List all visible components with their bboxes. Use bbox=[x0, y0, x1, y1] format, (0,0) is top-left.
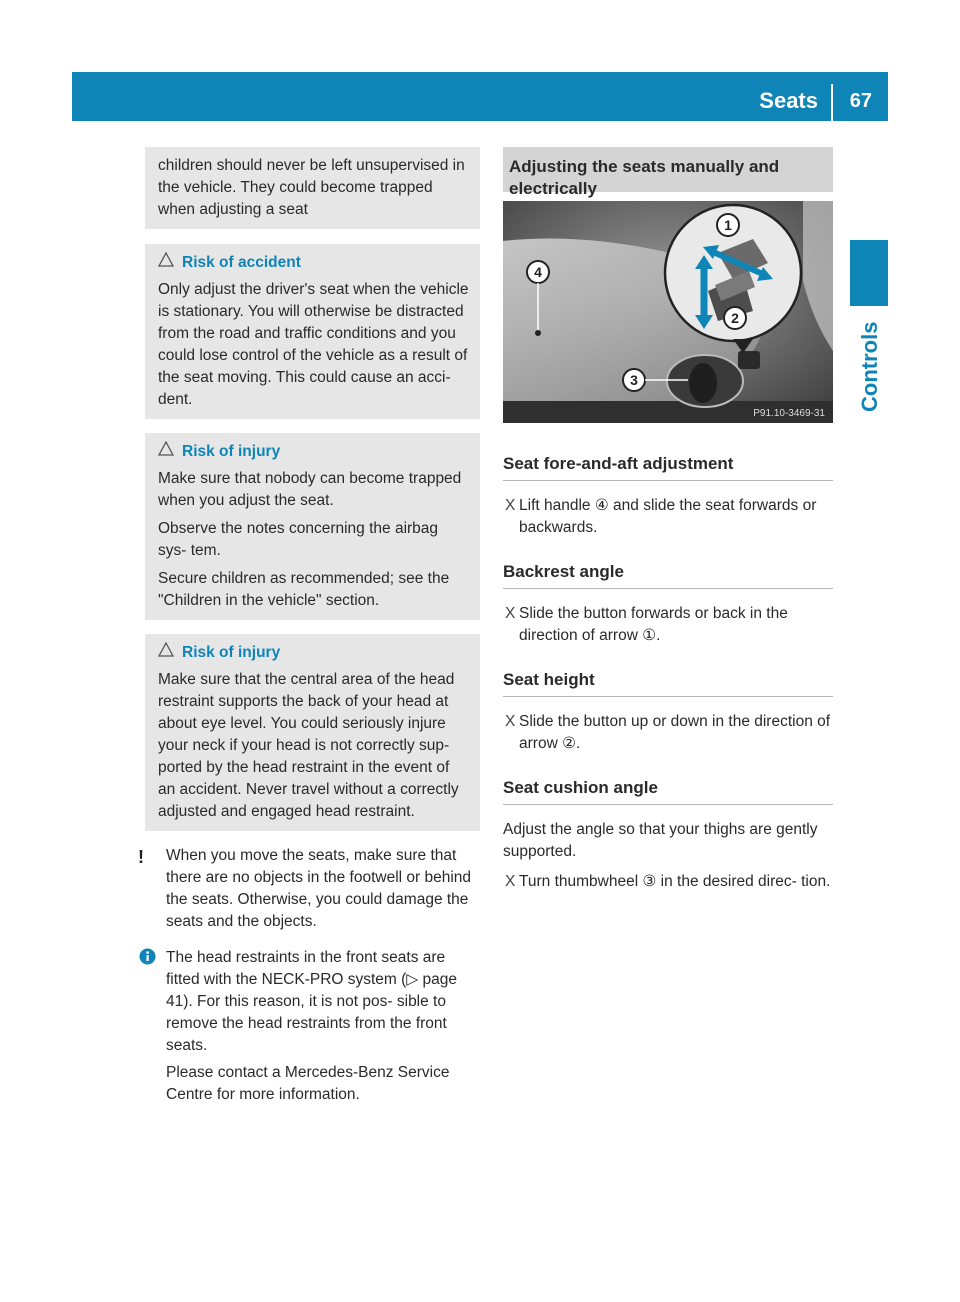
warning-paragraph: Make sure that nobody can become trapped when you adjust the seat. bbox=[158, 470, 462, 509]
left-column bbox=[138, 147, 480, 1111]
header-divider bbox=[831, 84, 833, 121]
heading-fore-aft: Seat fore-and-aft adjustment bbox=[503, 453, 833, 481]
warning-box-injury-head-restraint bbox=[145, 634, 480, 831]
warning-triangle-icon bbox=[158, 642, 174, 664]
page-number: 67 bbox=[849, 90, 872, 112]
callout-4: 4 bbox=[534, 264, 542, 280]
caution-note bbox=[138, 845, 480, 933]
warning-title: Risk of injury bbox=[182, 644, 281, 661]
cushion-paragraph: Adjust the angle so that your thighs are gently supported. bbox=[503, 821, 818, 860]
intro-text: children should never be left unsupervised in the vehicle. They could become trapped when adjusting a seat bbox=[158, 157, 465, 218]
right-column bbox=[503, 147, 833, 893]
heading-cushion-angle: Seat cushion angle bbox=[503, 777, 833, 805]
warning-box-injury-seat bbox=[145, 433, 480, 620]
warning-title: Risk of accident bbox=[182, 254, 301, 271]
step-arrow-icon: X bbox=[505, 713, 516, 730]
info-note-text: Please contact a Mercedes-Benz Service Centre for more information. bbox=[166, 1064, 450, 1103]
info-note bbox=[145, 947, 480, 1106]
heading-backrest: Backrest angle bbox=[503, 561, 833, 589]
step-arrow-icon: X bbox=[505, 873, 516, 890]
caution-note-text: When you move the seats, make sure that there are no objects in the footwell or behind the seats. Otherwise, you could damage the seats and the objects. bbox=[166, 847, 472, 930]
seat-controls-photo bbox=[503, 201, 833, 423]
warning-triangle-icon bbox=[158, 252, 174, 274]
warning-title: Risk of injury bbox=[182, 443, 281, 460]
exclamation-icon: ! bbox=[138, 847, 144, 867]
instruction-text: Slide the button forwards or back in the direction of arrow ①. bbox=[519, 605, 788, 644]
info-note-text: The head restraints in the front seats are fitted with the NECK-PRO system (▷ page 41). For this reason, it is not pos- sible to remove the head restraints from the front seats. bbox=[166, 949, 458, 1054]
instruction-text: Lift handle ④ and slide the seat forwards or backwards. bbox=[519, 497, 817, 536]
warning-body: Only adjust the driver's seat when the vehicle is stationary. You will otherwise be distracted from the road and traffic conditions and you could lose control of the vehicle as a result of the seat moving. This could cause an acci- dent. bbox=[158, 281, 469, 408]
warning-box-accident bbox=[145, 244, 480, 419]
header-bar bbox=[72, 72, 888, 121]
section-heading bbox=[503, 147, 833, 198]
info-icon bbox=[139, 948, 156, 972]
side-section-label: Controls bbox=[857, 321, 882, 413]
warning-paragraph: Observe the notes concerning the airbag sys- tem. bbox=[158, 520, 439, 559]
step-arrow-icon: X bbox=[505, 605, 516, 622]
instruction-step bbox=[503, 871, 833, 893]
callout-2: 2 bbox=[731, 310, 739, 326]
instruction-step bbox=[503, 495, 833, 539]
callout-3: 3 bbox=[630, 372, 638, 388]
instruction-step bbox=[503, 603, 833, 647]
callout-1: 1 bbox=[724, 217, 732, 233]
warning-paragraph: Secure children as recommended; see the "Children in the vehicle" section. bbox=[158, 570, 450, 609]
intro-box bbox=[145, 147, 480, 229]
heading-seat-height: Seat height bbox=[503, 669, 833, 697]
instruction-text: Slide the button up or down in the direction of arrow ②. bbox=[519, 713, 831, 752]
photo-code: P91.10-3469-31 bbox=[753, 408, 825, 419]
warning-body: Make sure that the central area of the head restraint supports the back of your head at about eye level. You could seriously injure your neck if your head is not correctly sup- ported by the head restraint in the event of an accident. Never travel without a correctly adjusted and engaged head restraint. bbox=[158, 671, 459, 820]
warning-triangle-icon bbox=[158, 441, 174, 463]
page-title: Seats bbox=[759, 88, 818, 113]
step-arrow-icon: X bbox=[505, 497, 516, 514]
side-tab-marker bbox=[850, 240, 888, 306]
instruction-text: Turn thumbwheel ③ in the desired direc- tion. bbox=[519, 873, 831, 890]
instruction-step bbox=[503, 711, 833, 755]
section-heading-text: Adjusting the seats manually and electrically bbox=[509, 157, 780, 198]
